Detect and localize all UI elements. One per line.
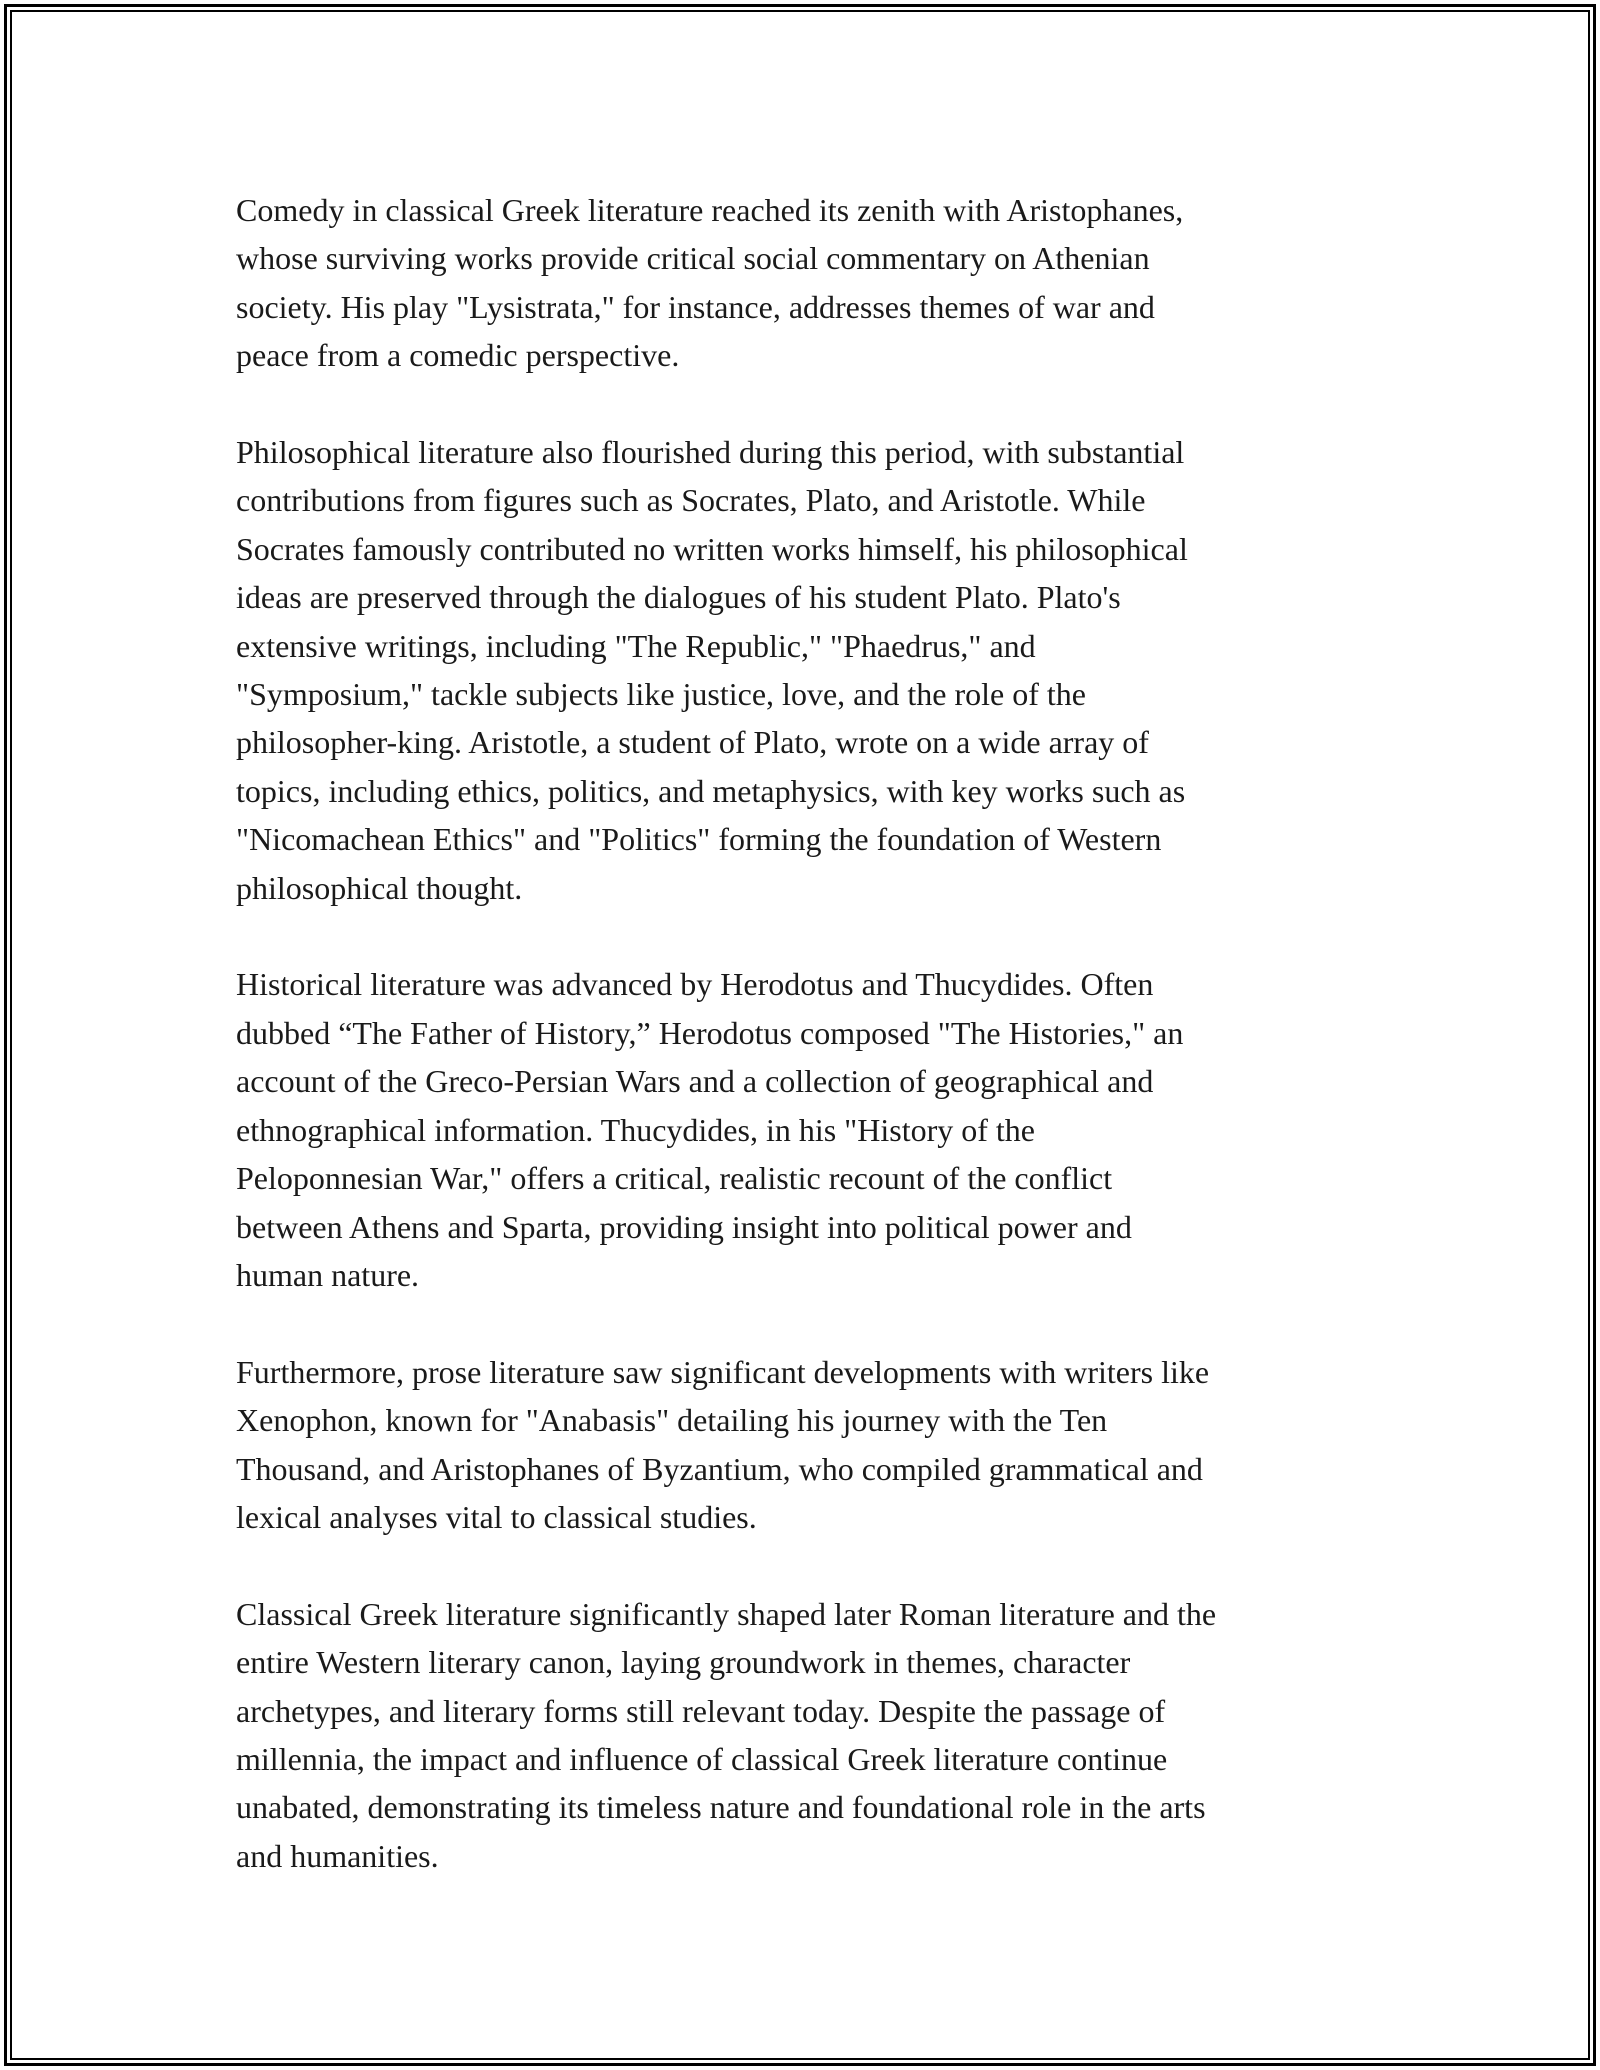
paragraph-prose: Furthermore, prose literature saw significant developments with writers like Xenophon, known for "Anabasis" detailing his journey with the Ten Thousand, and Aristophanes of Byzantium, who compiled grammatical and lexical analyses vital to classical studies. bbox=[236, 1353, 1210, 1535]
paragraph-legacy: Classical Greek literature significantly shaped later Roman literature and the entire Western literary canon, laying groundwork in themes, character archetypes, and literary forms still relevant today. Despite the passage of millennia, the impact and influence of classical Greek literature continue unabated, demonstrating its timeless nature and foundational role in the arts and humanities. bbox=[236, 1595, 1217, 1874]
paragraph-philosophy: Philosophical literature also flourished during this period, with substantial contributions from figures such as Socrates, Plato, and Aristotle. While Socrates famously contributed no written works himself, his philosophical ideas are preserved through the dialogues of his student Plato. Plato's extensive writings, including "The Republic," "Phaedrus," and "Symposium," tackle subjects like justice, love, and the role of the philosopher-king. Aristotle, a student of Plato, wrote on a wide array of topics, including ethics, politics, and metaphysics, with key works such as "Nicomachean Ethics" and "Politics" forming the foundation of Western philosophical thought. bbox=[236, 434, 1188, 906]
paragraph-history: Historical literature was advanced by Herodotus and Thucydides. Often dubbed “The Father of History,” Herodotus composed "The Histories," an account of the Greco-Persian Wars and a collection of geographical and ethnographical information. Thucydides, in his "History of the Peloponnesian War," offers a critical, realistic recount of the conflict between Athens and Sparta, providing insight into political power and human nature. bbox=[236, 966, 1184, 1293]
document-body bbox=[236, 186, 1396, 1880]
paragraph-comedy: Comedy in classical Greek literature reached its zenith with Aristophanes, whose surviving works provide critical social commentary on Athenian society. His play "Lysistrata," for instance, addresses themes of war and peace from a comedic perspective. bbox=[236, 192, 1184, 374]
